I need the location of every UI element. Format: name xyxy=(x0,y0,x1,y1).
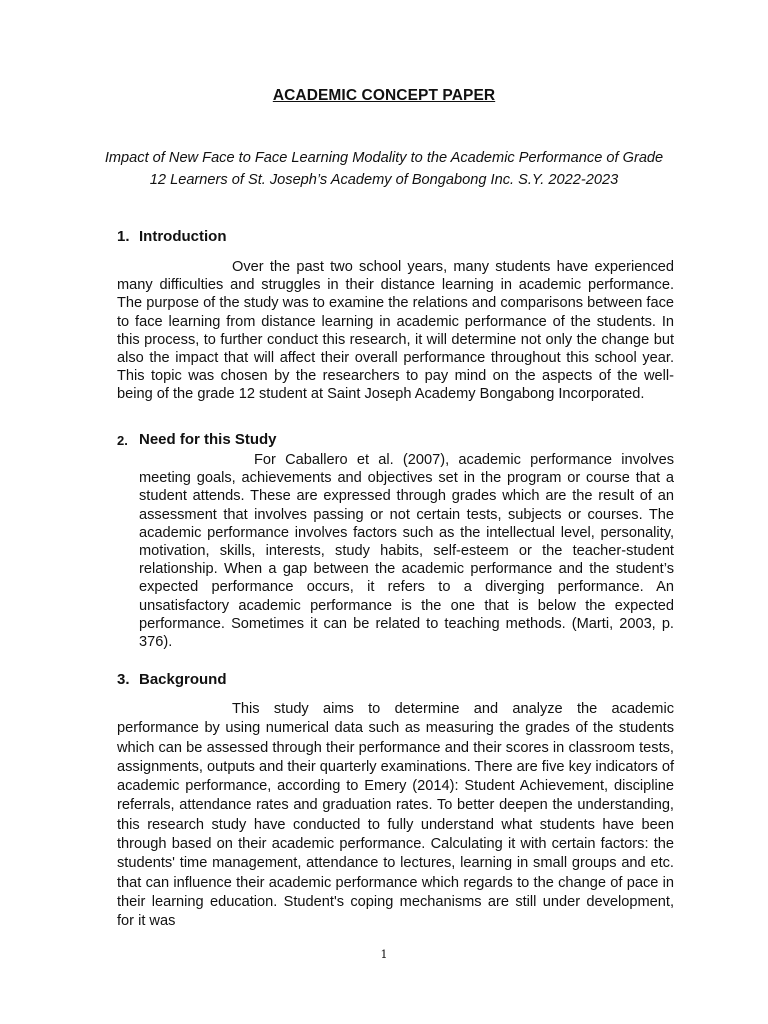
page-number: 1 xyxy=(380,948,388,961)
section-body-introduction: Over the past two school years, many students have experienced many difficulties and struggles in their distance learning in academic performance. The purpose of the study was to examine the relations and comparisons between face to face learning from distance learning in academic performance of the students. In this process, to further conduct this research, it will determine not only the change but also the impact that will affect their overall performance throughout this school year. This topic was chosen by the researchers to pay mind on the aspects of the well-being of the grade 12 student at Saint Joseph Academy Bongabong Incorporated. xyxy=(117,259,674,403)
section-body-background: This study aims to determine and analyze the academic performance by using numerical data such as measuring the grades of the students which can be assessed through their performance and their scores in classroom tests, assignments, outputs and their quarterly examinations. There are five key indicators of academic performance, according to Emery (2014): Student Achievement, discipline referrals, attendance rates and graduation rates. To better deepen the understanding, this research study have conducted to fully understand what students have been through based on their academic performance. Calculating it with certain factors: the students' time management, attendance to lectures, learning in small groups and etc. that can influence their academic performance which regards to the change of pace in their learning education. Student's coping mechanisms are still under development, for it was xyxy=(117,701,675,930)
document-title: ACADEMIC CONCEPT PAPER xyxy=(272,87,496,104)
section-heading-introduction xyxy=(117,228,226,245)
document-subtitle: Impact of New Face to Face Learning Modality to the Academic Performance of Grade 12 Learners of St. Joseph’s Academy of Bongabong Inc. S.Y. 2022-2023 xyxy=(104,150,664,188)
section-body-need-for-study: For Caballero et al. (2007), academic performance involves meeting goals, achievements and objectives set in the program or course that a student attends. These are expressed through grades which are the result of an assessment that involves passing or not certain tests, subjects or courses. The academic performance involves factors such as the intellectual level, personality, motivation, skills, interests, study habits, self-esteem or the teacher-student relationship. When a gap between the academic performance and the student’s expected performance occurs, it refers to a diverging performance. An unsatisfactory academic performance is the one that is below the expected performance. Sometimes it can be related to teaching methods. (Marti, 2003, p. 376). xyxy=(139,452,674,651)
section-number: 3. xyxy=(117,671,130,688)
section-title: Need for this Study xyxy=(139,431,277,448)
section-heading-need-for-study xyxy=(117,431,277,448)
section-heading-background xyxy=(117,671,227,688)
section-number: 1. xyxy=(117,228,130,245)
section-title: Introduction xyxy=(139,228,227,245)
section-title: Background xyxy=(139,671,227,688)
section-number: 2. xyxy=(117,433,128,448)
